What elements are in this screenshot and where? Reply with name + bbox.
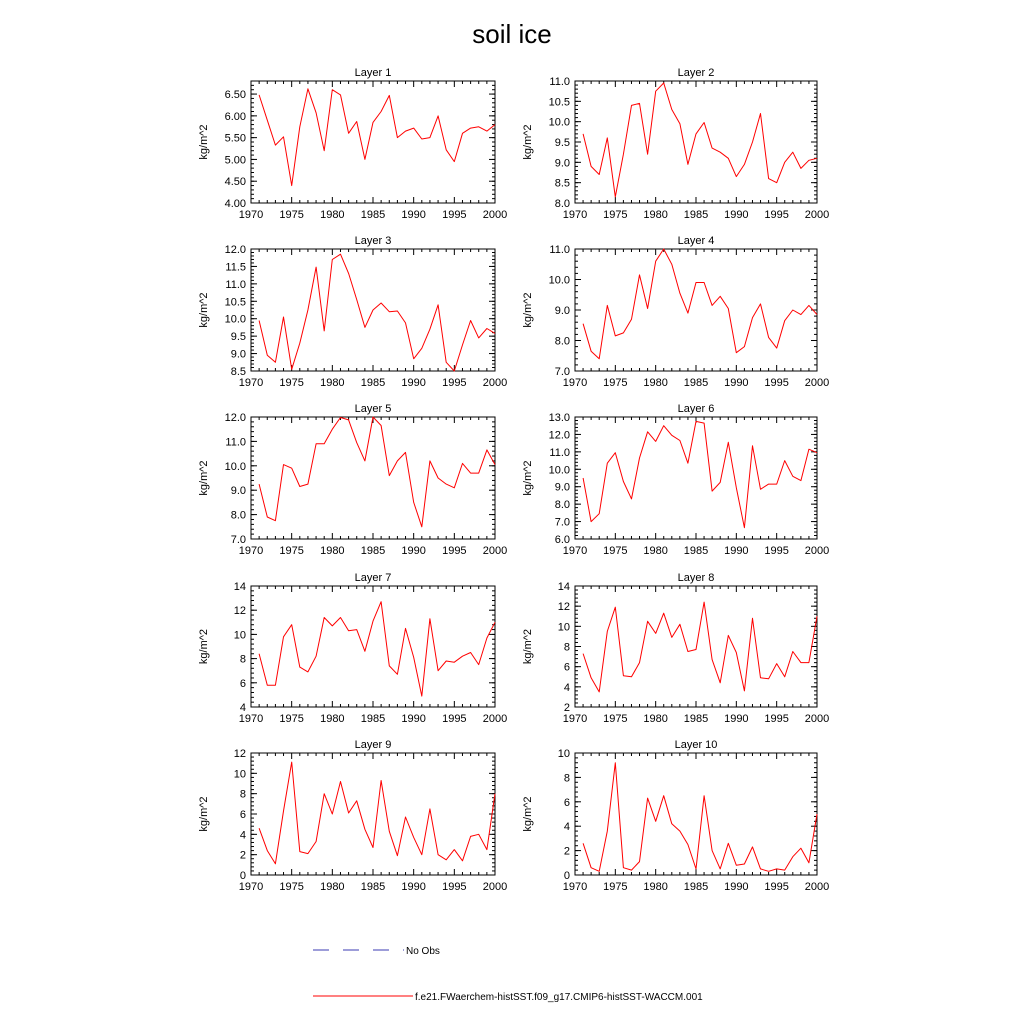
y-tick-label: 6: [239, 677, 246, 690]
x-tick-label: 1995: [764, 713, 789, 725]
x-tick-label: 1995: [442, 209, 467, 221]
panel-layer-8: [522, 572, 829, 725]
x-tick-label: 1975: [603, 209, 628, 221]
plot-frame: [575, 417, 817, 539]
panel-layer-4: [522, 235, 829, 389]
series-line: [259, 254, 495, 371]
panel-layer-9: [198, 739, 507, 893]
y-tick-label: 6.0: [554, 534, 570, 546]
y-tick-label: 10.0: [548, 116, 570, 129]
x-tick-label: 1970: [562, 209, 588, 221]
y-tick-label: 5.00: [224, 154, 246, 167]
x-tick-label: 1990: [401, 545, 426, 557]
y-tick-label: 10.5: [548, 96, 570, 109]
x-tick-label: 1970: [562, 545, 588, 557]
x-tick-label: 1980: [320, 881, 345, 893]
y-tick-label: 8.0: [554, 499, 570, 512]
series-line: [583, 763, 817, 872]
series-line: [583, 83, 817, 197]
y-tick-label: 0: [563, 870, 570, 882]
y-tick-label: 10: [557, 621, 570, 634]
panel-title: Layer 2: [677, 67, 715, 79]
panel-title: Layer 9: [354, 739, 392, 751]
y-tick-label: 8.5: [230, 366, 246, 378]
y-tick-label: 5.50: [224, 132, 246, 145]
y-tick-label: 4: [563, 681, 570, 694]
y-tick-label: 6: [239, 809, 246, 821]
plot-frame: [575, 81, 817, 203]
plot-frame: [575, 249, 817, 371]
y-tick-label: 9.5: [230, 331, 246, 344]
panel-layer-6: [522, 403, 829, 557]
y-axis-label: kg/m^2: [198, 796, 210, 832]
y-tick-label: 10: [233, 768, 246, 781]
x-tick-label: 1975: [603, 881, 628, 893]
y-tick-label: 12: [233, 748, 246, 760]
panel-title: Layer 8: [677, 572, 715, 584]
legend-label-model: f.e21.FWaerchem-histSST.f09_g17.CMIP6-histSST-WACCM.001: [415, 992, 703, 1003]
y-tick-label: 8: [563, 772, 570, 785]
y-tick-label: 4: [239, 829, 246, 842]
x-tick-label: 1985: [683, 881, 709, 893]
x-tick-label: 1975: [279, 713, 304, 725]
x-tick-label: 1970: [238, 209, 264, 221]
x-tick-label: 1990: [401, 209, 426, 221]
y-tick-label: 2: [563, 845, 570, 858]
x-tick-label: 1985: [683, 377, 709, 389]
y-axis-label: kg/m^2: [198, 124, 210, 160]
y-axis-label: kg/m^2: [198, 460, 210, 496]
x-tick-label: 1985: [360, 713, 386, 725]
panel-title: Layer 5: [354, 403, 392, 415]
y-tick-label: 8: [239, 788, 246, 801]
y-tick-label: 9.0: [554, 481, 570, 494]
x-tick-label: 1995: [764, 377, 789, 389]
y-tick-label: 11.0: [549, 76, 570, 88]
series-line: [259, 89, 495, 186]
y-tick-label: 12.0: [224, 244, 246, 256]
x-tick-label: 1970: [562, 713, 588, 725]
x-tick-label: 2000: [482, 713, 508, 725]
y-tick-label: 4: [239, 702, 246, 714]
y-tick-label: 6: [563, 796, 570, 809]
panel-title: Layer 4: [677, 235, 715, 247]
y-axis-label: kg/m^2: [522, 796, 534, 832]
x-tick-label: 1970: [562, 377, 588, 389]
x-tick-label: 2000: [804, 713, 830, 725]
legend-item-no-obs: [313, 946, 440, 957]
y-tick-label: 12.0: [224, 412, 246, 424]
x-tick-label: 2000: [482, 209, 508, 221]
plot-frame: [575, 586, 817, 707]
panel-layer-10: [522, 739, 829, 893]
x-tick-label: 1975: [279, 545, 304, 557]
y-axis-label: kg/m^2: [522, 124, 534, 160]
y-tick-label: 14: [557, 581, 570, 593]
x-tick-label: 1990: [724, 881, 749, 893]
x-tick-label: 1975: [603, 377, 628, 389]
y-tick-label: 10.0: [224, 460, 246, 473]
x-tick-label: 1985: [683, 209, 709, 221]
y-tick-label: 2: [563, 702, 570, 714]
y-tick-label: 11.0: [549, 244, 570, 256]
panel-layer-3: [198, 235, 507, 389]
panel-title: Layer 6: [677, 403, 715, 415]
y-tick-label: 13.0: [548, 412, 570, 424]
x-tick-label: 1980: [320, 713, 345, 725]
x-tick-label: 1980: [643, 377, 668, 389]
series-line: [259, 602, 495, 696]
x-tick-label: 1985: [360, 881, 386, 893]
legend: [313, 946, 703, 1003]
series-line: [259, 762, 495, 864]
x-tick-label: 1995: [764, 881, 789, 893]
x-tick-label: 1995: [442, 377, 467, 389]
panel-title: Layer 1: [354, 67, 392, 79]
panel-title: Layer 10: [674, 739, 718, 751]
x-tick-label: 1990: [724, 713, 749, 725]
y-tick-label: 10.5: [224, 296, 246, 309]
y-tick-label: 12: [233, 605, 246, 618]
x-tick-label: 1995: [442, 713, 467, 725]
x-tick-label: 1990: [724, 209, 749, 221]
x-tick-label: 1990: [401, 713, 426, 725]
y-tick-label: 9.0: [554, 305, 570, 317]
panel-layer-1: [198, 67, 507, 221]
x-tick-label: 1995: [442, 881, 467, 893]
y-tick-label: 4.00: [224, 198, 246, 210]
y-tick-label: 11.0: [225, 436, 246, 449]
panel-layer-7: [198, 572, 507, 725]
y-tick-label: 10.0: [548, 464, 570, 477]
x-tick-label: 1975: [279, 881, 304, 893]
x-tick-label: 2000: [482, 881, 508, 893]
y-tick-label: 7.0: [554, 516, 570, 529]
y-tick-label: 6.00: [224, 110, 246, 123]
y-tick-label: 12: [557, 601, 570, 614]
y-tick-label: 2: [239, 849, 246, 862]
x-tick-label: 1980: [643, 209, 668, 221]
y-axis-label: kg/m^2: [522, 460, 534, 496]
y-tick-label: 4.50: [224, 176, 246, 189]
y-tick-label: 8.0: [230, 509, 246, 522]
x-tick-label: 1990: [401, 377, 426, 389]
y-tick-label: 6: [563, 661, 570, 674]
x-tick-label: 1990: [724, 377, 749, 389]
x-tick-label: 2000: [482, 377, 508, 389]
y-tick-label: 8: [239, 653, 246, 666]
x-tick-label: 1975: [603, 545, 628, 557]
x-tick-label: 1980: [643, 713, 668, 725]
y-tick-label: 9.5: [554, 137, 570, 149]
panel-layer-2: [522, 67, 829, 221]
y-axis-label: kg/m^2: [522, 292, 534, 328]
x-tick-label: 2000: [804, 545, 830, 557]
y-tick-label: 7.0: [230, 534, 246, 546]
x-tick-label: 1995: [442, 545, 467, 557]
x-tick-label: 1970: [562, 881, 588, 893]
y-tick-label: 11.0: [225, 278, 246, 291]
x-tick-label: 1975: [279, 209, 304, 221]
y-tick-label: 7.0: [554, 366, 570, 378]
plot-frame: [251, 417, 495, 539]
y-tick-label: 10: [233, 629, 246, 642]
plot-frame: [251, 753, 495, 875]
x-tick-label: 1980: [643, 545, 668, 557]
y-tick-label: 10: [557, 748, 570, 760]
x-tick-label: 1990: [401, 881, 426, 893]
y-tick-label: 0: [239, 870, 246, 882]
panel-title: Layer 7: [354, 572, 392, 584]
plot-frame: [575, 753, 817, 875]
y-tick-label: 9.0: [230, 348, 246, 361]
series-line: [583, 421, 817, 527]
figure-title: soil ice: [472, 19, 552, 49]
y-tick-label: 4: [563, 821, 570, 834]
x-tick-label: 1980: [320, 377, 345, 389]
y-tick-label: 6.50: [224, 89, 246, 102]
x-tick-label: 1970: [238, 713, 264, 725]
x-tick-label: 1980: [643, 881, 668, 893]
y-axis-label: kg/m^2: [198, 628, 210, 665]
y-tick-label: 9.0: [230, 485, 246, 498]
x-tick-label: 1985: [360, 377, 386, 389]
legend-label-no-obs: No Obs: [406, 946, 440, 957]
panels: [198, 67, 829, 893]
y-tick-label: 12.0: [548, 429, 570, 442]
x-tick-label: 1990: [724, 545, 749, 557]
series-line: [583, 602, 817, 692]
x-tick-label: 1970: [238, 545, 264, 557]
x-tick-label: 1995: [764, 209, 789, 221]
x-tick-label: 2000: [804, 881, 830, 893]
plot-frame: [251, 81, 495, 203]
y-tick-label: 10.0: [548, 274, 570, 287]
x-tick-label: 1980: [320, 545, 345, 557]
x-tick-label: 1985: [683, 713, 709, 725]
plot-frame: [251, 586, 495, 707]
x-tick-label: 2000: [804, 377, 830, 389]
panel-layer-5: [198, 403, 507, 557]
y-tick-label: 8.0: [554, 198, 570, 210]
y-axis-label: kg/m^2: [198, 292, 210, 328]
x-tick-label: 1985: [360, 209, 386, 221]
x-tick-label: 2000: [482, 545, 508, 557]
legend-item-model: [313, 992, 703, 1003]
y-tick-label: 10.0: [224, 313, 246, 326]
y-tick-label: 14: [233, 581, 246, 593]
x-tick-label: 1975: [603, 713, 628, 725]
y-tick-label: 11.0: [549, 446, 570, 459]
series-line: [583, 249, 817, 359]
x-tick-label: 1975: [279, 377, 304, 389]
x-tick-label: 2000: [804, 209, 830, 221]
x-tick-label: 1980: [320, 209, 345, 221]
y-tick-label: 8.0: [554, 335, 570, 348]
y-tick-label: 8: [563, 641, 570, 654]
x-tick-label: 1985: [360, 545, 386, 557]
y-tick-label: 9.0: [554, 157, 570, 170]
panel-title: Layer 3: [354, 235, 392, 247]
x-tick-label: 1970: [238, 377, 264, 389]
y-axis-label: kg/m^2: [522, 628, 534, 665]
y-tick-label: 8.5: [554, 177, 570, 190]
y-tick-label: 11.5: [225, 261, 246, 274]
series-line: [259, 417, 495, 527]
x-tick-label: 1995: [764, 545, 789, 557]
x-tick-label: 1985: [683, 545, 709, 557]
x-tick-label: 1970: [238, 881, 264, 893]
